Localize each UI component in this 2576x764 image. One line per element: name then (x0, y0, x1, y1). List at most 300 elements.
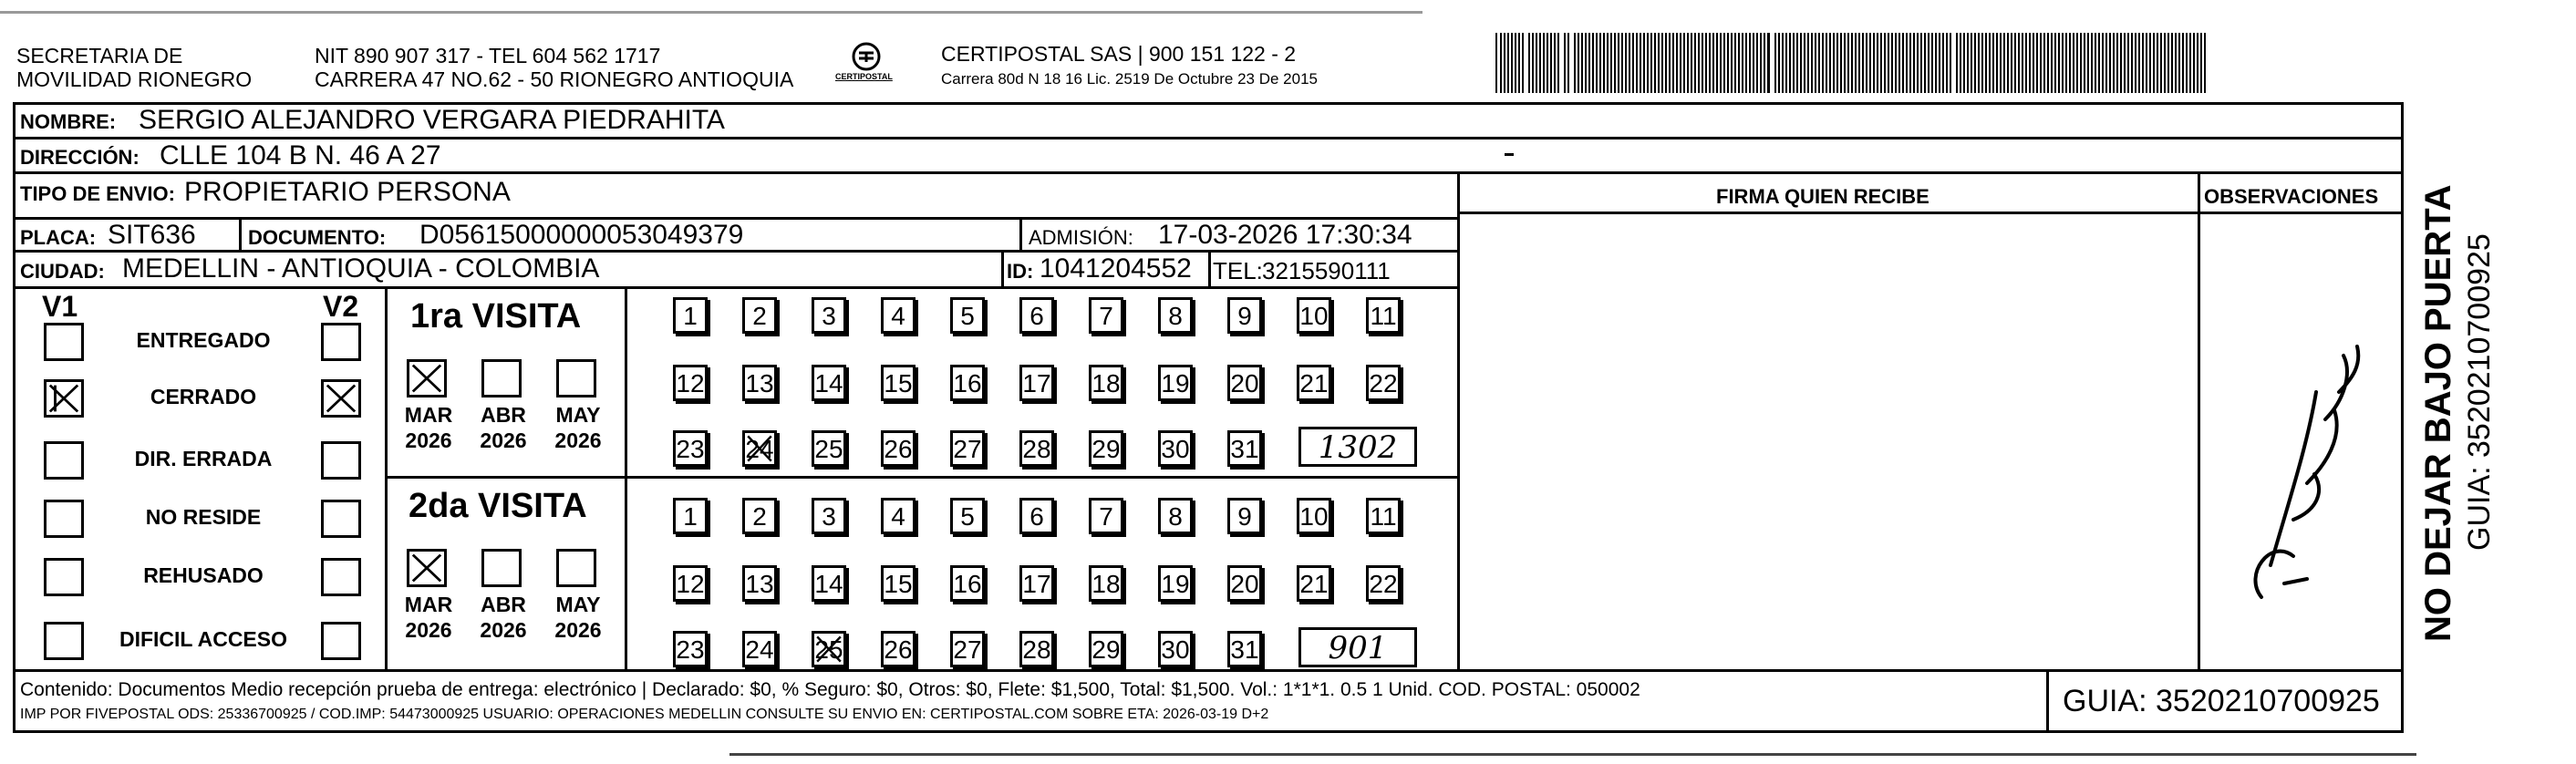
day-box[interactable] (1019, 430, 1054, 467)
barcode-bar (1672, 33, 1674, 93)
row-divider (13, 286, 1457, 289)
day-box[interactable] (812, 297, 846, 334)
day-box[interactable] (1158, 430, 1193, 467)
observaciones-header: OBSERVACIONES (2204, 185, 2379, 208)
day-box[interactable] (1366, 498, 1401, 534)
cross-mark-icon (409, 362, 444, 395)
handwritten-number: 1302 (1318, 429, 1398, 466)
month-checkbox[interactable] (556, 359, 596, 397)
barcode-bar (2105, 33, 2107, 93)
day-box[interactable] (881, 430, 916, 467)
day-number: 16 (953, 369, 982, 397)
barcode-bar (1643, 33, 1645, 93)
day-box[interactable] (1089, 297, 1123, 334)
v2-checkbox[interactable] (321, 441, 361, 480)
day-number: 23 (676, 635, 705, 664)
handwritten-signature (2207, 337, 2380, 611)
day-box[interactable] (881, 365, 916, 401)
day-box[interactable] (950, 631, 985, 667)
barcode-bar (2040, 33, 2042, 93)
status-label: REHUSADO (143, 563, 264, 587)
barcode-bar (2127, 33, 2129, 93)
barcode-bar (2131, 33, 2133, 93)
day-box[interactable] (950, 297, 985, 334)
barcode-bar (1515, 33, 1516, 93)
day-number: 7 (1099, 502, 1113, 531)
barcode-bar (2054, 33, 2056, 93)
barcode-bar (2022, 33, 2023, 93)
v1-checkbox[interactable] (44, 379, 84, 418)
barcode-bar (2043, 33, 2045, 93)
barcode-bar (1793, 33, 1795, 93)
day-number: 18 (1091, 570, 1121, 598)
documento-label: DOCUMENTO: (248, 226, 387, 249)
barcode-bar (1500, 33, 1502, 93)
v2-checkbox[interactable] (321, 323, 361, 361)
barcode-bar (1898, 33, 1900, 93)
barcode-bar (1996, 33, 1998, 93)
day-box[interactable] (1227, 565, 1262, 602)
month-label: MAR (404, 593, 453, 616)
day-box[interactable] (1227, 297, 1262, 334)
barcode-bar (1647, 33, 1649, 93)
admision-label: ADMISIÓN: (1029, 226, 1133, 249)
day-number: 21 (1299, 369, 1329, 397)
barcode-bar (2146, 33, 2147, 93)
barcode-bar (1811, 33, 1813, 93)
barcode-bar (1902, 33, 1904, 93)
barcode-bar (1847, 33, 1849, 93)
day-box[interactable] (1297, 297, 1331, 334)
barcode-bar (1585, 33, 1587, 93)
day-box[interactable] (1089, 365, 1123, 401)
day-number: 20 (1230, 369, 1259, 397)
v2-checkbox[interactable] (321, 558, 361, 596)
barcode-bar (2178, 33, 2180, 93)
row-divider (13, 250, 1457, 253)
row-divider (1457, 212, 2404, 214)
barcode-bar (2095, 33, 2096, 93)
signature-icon (2207, 337, 2380, 611)
side-warning: NO DEJAR BAJO PUERTA (2418, 184, 2458, 642)
barcode-bar (2124, 33, 2126, 93)
barcode-bar (1913, 33, 1915, 93)
cross-mark-icon (409, 552, 444, 584)
nombre-value: SERGIO ALEJANDRO VERGARA PIEDRAHITA (139, 105, 725, 135)
barcode-bar (2182, 33, 2184, 93)
barcode-bar (2102, 33, 2104, 93)
day-number: 24 (745, 635, 774, 664)
barcode-bar (1924, 33, 1926, 93)
day-box[interactable] (812, 365, 846, 401)
month-checkbox[interactable] (481, 549, 522, 587)
barcode-bar (1731, 33, 1733, 93)
row-divider (13, 669, 2404, 672)
barcode-bar (2197, 33, 2198, 93)
barcode-bar (2065, 33, 2067, 93)
barcode-bar (2087, 33, 2089, 93)
scan-edge-bottom (729, 753, 2416, 756)
day-box[interactable] (673, 565, 708, 602)
barcode-bar (1939, 33, 1940, 93)
day-number: 30 (1161, 635, 1190, 664)
barcode-bar (1880, 33, 1882, 93)
barcode-bar (2189, 33, 2191, 93)
barcode-bar (1833, 33, 1835, 93)
barcode-bar (1557, 33, 1559, 93)
barcode-bar (1760, 33, 1762, 93)
day-number: 8 (1168, 302, 1183, 330)
row-divider (385, 476, 1457, 479)
month-label: ABR (481, 593, 526, 616)
v2-checkbox[interactable] (321, 622, 361, 660)
barcode-bar (1618, 33, 1619, 93)
barcode-bar (2047, 33, 2049, 93)
day-box[interactable] (950, 565, 985, 602)
day-number: 11 (1370, 502, 1397, 531)
nombre-label: NOMBRE: (20, 110, 117, 133)
cross-mark-icon (814, 634, 843, 665)
barcode-bar (1749, 33, 1751, 93)
day-number: 8 (1168, 502, 1183, 531)
tel-label: TEL: (1213, 257, 1263, 284)
barcode-bar (2018, 33, 2020, 93)
barcode-bar (2080, 33, 2082, 93)
barcode-bar (1818, 33, 1820, 93)
cross-mark-icon (47, 382, 81, 415)
barcode-bar (1536, 33, 1537, 93)
barcode-bar (1767, 33, 1770, 93)
day-box[interactable] (742, 430, 777, 467)
ciudad-value: MEDELLIN - ANTIOQUIA - COLOMBIA (122, 253, 600, 284)
day-box[interactable] (1227, 365, 1262, 401)
footer-print-info: IMP POR FIVEPOSTAL ODS: 25336700925 / COD.IMP: 54473000925 USUARIO: OPERACIONES MEDELLIN CONSULTE SU ENVIO EN: CERTIPOSTAL.COM SOBRE ETA: 2026-03-19 D+2 (20, 707, 1269, 722)
barcode-bar (1946, 33, 1948, 93)
day-box[interactable] (1158, 498, 1193, 534)
day-box[interactable] (812, 631, 846, 667)
barcode-bar (1702, 33, 1703, 93)
month-label: ABR (481, 403, 526, 427)
day-number: 10 (1299, 302, 1329, 330)
day-box[interactable] (1019, 565, 1054, 602)
col-divider (2046, 669, 2049, 733)
day-box[interactable] (881, 631, 916, 667)
barcode-bar (1851, 33, 1853, 93)
day-box[interactable] (742, 631, 777, 667)
barcode-bar (1807, 33, 1809, 93)
barcode-bar (1554, 33, 1556, 93)
day-box[interactable] (1019, 297, 1054, 334)
status-label: CERRADO (150, 385, 257, 408)
day-number: 1 (683, 502, 698, 531)
barcode-bar (1650, 33, 1652, 93)
day-box[interactable] (1158, 365, 1193, 401)
barcode-bar (2200, 33, 2202, 93)
cross-mark-icon (745, 433, 774, 464)
day-number: 19 (1161, 570, 1190, 598)
certipostal-logo (835, 42, 894, 88)
barcode-bar (2116, 33, 2118, 93)
barcode-bar (1539, 33, 1541, 93)
barcode-bar (2062, 33, 2064, 93)
barcode-bar (2164, 33, 2166, 93)
day-number: 5 (960, 502, 975, 531)
barcode-bar (1522, 33, 1524, 93)
col-divider (1001, 250, 1004, 286)
barcode-bar (1687, 33, 1689, 93)
year-label: 2026 (405, 618, 452, 642)
day-box[interactable] (1227, 631, 1262, 667)
footer-contents: Contenido: Documentos Medio recepción prueba de entrega: electrónico | Declarado: $0, % Seguro: $0, Otros: $0, Flete: $1,500, Total: $1,500. Vol.: 1*1*1. 0.5 1 Unid. COD. POSTAL: 050002 (20, 679, 1640, 700)
month-checkbox[interactable] (556, 549, 596, 587)
day-box[interactable] (1366, 565, 1401, 602)
day-box[interactable] (1019, 365, 1054, 401)
day-number: 20 (1230, 570, 1259, 598)
day-box[interactable] (881, 297, 916, 334)
day-number: 9 (1237, 302, 1252, 330)
barcode-bar (2029, 33, 2031, 93)
barcode-bar (1661, 33, 1663, 93)
barcode-bar (2204, 33, 2206, 93)
barcode (1495, 33, 2225, 97)
day-box[interactable] (812, 498, 846, 534)
day-box[interactable] (1297, 498, 1331, 534)
direccion-label: DIRECCIÓN: (20, 146, 140, 169)
barcode-bar (1547, 33, 1548, 93)
barcode-bar (1607, 33, 1609, 93)
month-label: MAY (555, 403, 601, 427)
day-box[interactable] (1089, 565, 1123, 602)
day-box[interactable] (673, 631, 708, 667)
day-number: 21 (1299, 570, 1329, 598)
barcode-bar (2058, 33, 2060, 93)
barcode-bar (1603, 33, 1605, 93)
day-number: 17 (1022, 369, 1051, 397)
day-number: 6 (1029, 502, 1044, 531)
barcode-bar (1680, 33, 1681, 93)
v1-checkbox[interactable] (44, 500, 84, 538)
day-box[interactable] (881, 498, 916, 534)
admision-value: 17-03-2026 17:30:34 (1158, 220, 1412, 250)
v2-checkbox[interactable] (321, 379, 361, 418)
barcode-bar (1884, 33, 1886, 93)
day-box[interactable] (1019, 631, 1054, 667)
day-box[interactable] (742, 297, 777, 334)
day-number: 19 (1161, 369, 1190, 397)
day-number: 4 (891, 302, 905, 330)
v2-checkbox[interactable] (321, 500, 361, 538)
barcode-bar (1960, 33, 1961, 93)
barcode-bar (1836, 33, 1838, 93)
day-box[interactable] (673, 498, 708, 534)
day-box[interactable] (742, 498, 777, 534)
handwritten-number: 901 (1328, 630, 1388, 666)
barcode-bar (1869, 33, 1871, 93)
day-number: 12 (676, 369, 705, 397)
sender-name-line1: SECRETARIA DE (16, 44, 183, 67)
barcode-bar (1543, 33, 1545, 93)
day-box[interactable] (742, 565, 777, 602)
day-box[interactable] (742, 365, 777, 401)
day-box[interactable] (673, 365, 708, 401)
day-box[interactable] (950, 498, 985, 534)
barcode-bar (1764, 33, 1765, 93)
day-number: 13 (745, 570, 774, 598)
year-label: 2026 (554, 428, 602, 452)
barcode-bar (2000, 33, 2002, 93)
barcode-bar (1698, 33, 1700, 93)
barcode-bar (1610, 33, 1612, 93)
barcode-bar (2011, 33, 2012, 93)
day-number: 14 (814, 369, 843, 397)
status-label: NO RESIDE (145, 505, 262, 529)
day-box[interactable] (812, 565, 846, 602)
day-number: 31 (1230, 635, 1259, 664)
barcode-bar (1942, 33, 1944, 93)
day-box[interactable] (1089, 631, 1123, 667)
day-box[interactable] (673, 430, 708, 467)
v1-checkbox[interactable] (44, 441, 84, 480)
barcode-bar (1815, 33, 1816, 93)
barcode-bar (1928, 33, 1929, 93)
scan-edge-top (0, 11, 1422, 14)
barcode-bar (1599, 33, 1601, 93)
side-guia: GUIA: 3520210700925 (2462, 233, 2497, 551)
barcode-bar (1873, 33, 1875, 93)
day-number: 25 (814, 635, 843, 664)
day-number: 22 (1369, 570, 1398, 598)
barcode-bar (1971, 33, 1972, 93)
day-box[interactable] (1158, 297, 1193, 334)
barcode-bar (1574, 33, 1576, 93)
day-box[interactable] (1158, 631, 1193, 667)
courier-line2: Carrera 80d N 18 16 Lic. 2519 De Octubre 23 De 2015 (941, 70, 1318, 88)
footer-guia: GUIA: 3520210700925 (2063, 684, 2380, 718)
barcode-bar (1734, 33, 1736, 93)
barcode-bar (1989, 33, 1991, 93)
logo-text: CERTIPOSTAL (835, 72, 893, 81)
day-box[interactable] (950, 365, 985, 401)
id-label: ID: (1007, 260, 1034, 283)
day-number: 22 (1369, 369, 1398, 397)
direccion-value: CLLE 104 B N. 46 A 27 (160, 140, 441, 170)
barcode-bar (1992, 33, 1994, 93)
barcode-bar (2109, 33, 2111, 93)
barcode-bar (2157, 33, 2158, 93)
month-checkbox[interactable] (407, 359, 447, 397)
day-number: 2 (752, 502, 767, 531)
day-number: 25 (814, 435, 843, 463)
day-number: 17 (1022, 570, 1051, 598)
day-box[interactable] (1158, 565, 1193, 602)
barcode-bar (2014, 33, 2016, 93)
day-number: 28 (1022, 635, 1051, 664)
barcode-bar (2033, 33, 2034, 93)
barcode-bar (1614, 33, 1616, 93)
day-box[interactable] (1297, 565, 1331, 602)
day-box[interactable] (1089, 498, 1123, 534)
month-checkbox[interactable] (407, 549, 447, 587)
status-label: DIR. ERRADA (134, 447, 273, 470)
day-box[interactable] (1019, 498, 1054, 534)
barcode-bar (1654, 33, 1656, 93)
barcode-bar (1804, 33, 1805, 93)
day-number: 26 (884, 435, 913, 463)
day-box[interactable] (1089, 430, 1123, 467)
barcode-bar (1877, 33, 1878, 93)
barcode-bar (1691, 33, 1692, 93)
v1-checkbox[interactable] (44, 323, 84, 361)
firma-header: FIRMA QUIEN RECIBE (1716, 185, 1929, 208)
visit2-title: 2da VISITA (409, 487, 587, 525)
day-number: 5 (960, 302, 975, 330)
day-box[interactable] (950, 430, 985, 467)
v1-checkbox[interactable] (44, 558, 84, 596)
courier-line1: CERTIPOSTAL SAS | 900 151 122 - 2 (941, 42, 1297, 66)
barcode-bar (1532, 33, 1534, 93)
barcode-bar (1974, 33, 1976, 93)
barcode-bar (1683, 33, 1685, 93)
day-box[interactable] (881, 565, 916, 602)
barcode-bar (1625, 33, 1627, 93)
month-checkbox[interactable] (481, 359, 522, 397)
month-label: MAY (555, 593, 601, 616)
day-box[interactable] (1366, 297, 1401, 334)
day-number: 4 (891, 502, 905, 531)
day-number: 12 (676, 570, 705, 598)
day-number: 26 (884, 635, 913, 664)
barcode-bar (2171, 33, 2173, 93)
barcode-bar (1495, 33, 1497, 93)
v1-checkbox[interactable] (44, 622, 84, 660)
barcode-bar (2153, 33, 2155, 93)
day-box[interactable] (1297, 365, 1331, 401)
barcode-bar (1709, 33, 1711, 93)
day-number: 27 (953, 435, 982, 463)
col-divider (1019, 217, 1022, 250)
day-number: 2 (752, 302, 767, 330)
barcode-bar (1669, 33, 1671, 93)
day-box[interactable] (673, 297, 708, 334)
barcode-bar (1906, 33, 1908, 93)
barcode-bar (1727, 33, 1729, 93)
barcode-bar (1742, 33, 1743, 93)
barcode-bar (1956, 33, 1958, 93)
cross-mark-icon (324, 382, 358, 415)
day-number: 3 (822, 302, 836, 330)
day-box[interactable] (1366, 365, 1401, 401)
handwritten-box[interactable] (1298, 427, 1417, 467)
barcode-bar (1753, 33, 1754, 93)
barcode-bar (2025, 33, 2027, 93)
day-box[interactable] (1227, 498, 1262, 534)
documento-value: D05615000000053049379 (419, 220, 744, 250)
barcode-bar (1967, 33, 1969, 93)
day-number: 30 (1161, 435, 1190, 463)
barcode-bar (1592, 33, 1594, 93)
day-number: 14 (814, 570, 843, 598)
barcode-bar (1705, 33, 1707, 93)
day-box[interactable] (812, 430, 846, 467)
barcode-bar (1621, 33, 1623, 93)
col-divider (2198, 171, 2200, 669)
day-box[interactable] (1227, 430, 1262, 467)
handwritten-box[interactable] (1298, 627, 1417, 667)
barcode-bar (2135, 33, 2136, 93)
barcode-bar (2113, 33, 2115, 93)
barcode-bar (1511, 33, 1513, 93)
barcode-bar (1800, 33, 1802, 93)
